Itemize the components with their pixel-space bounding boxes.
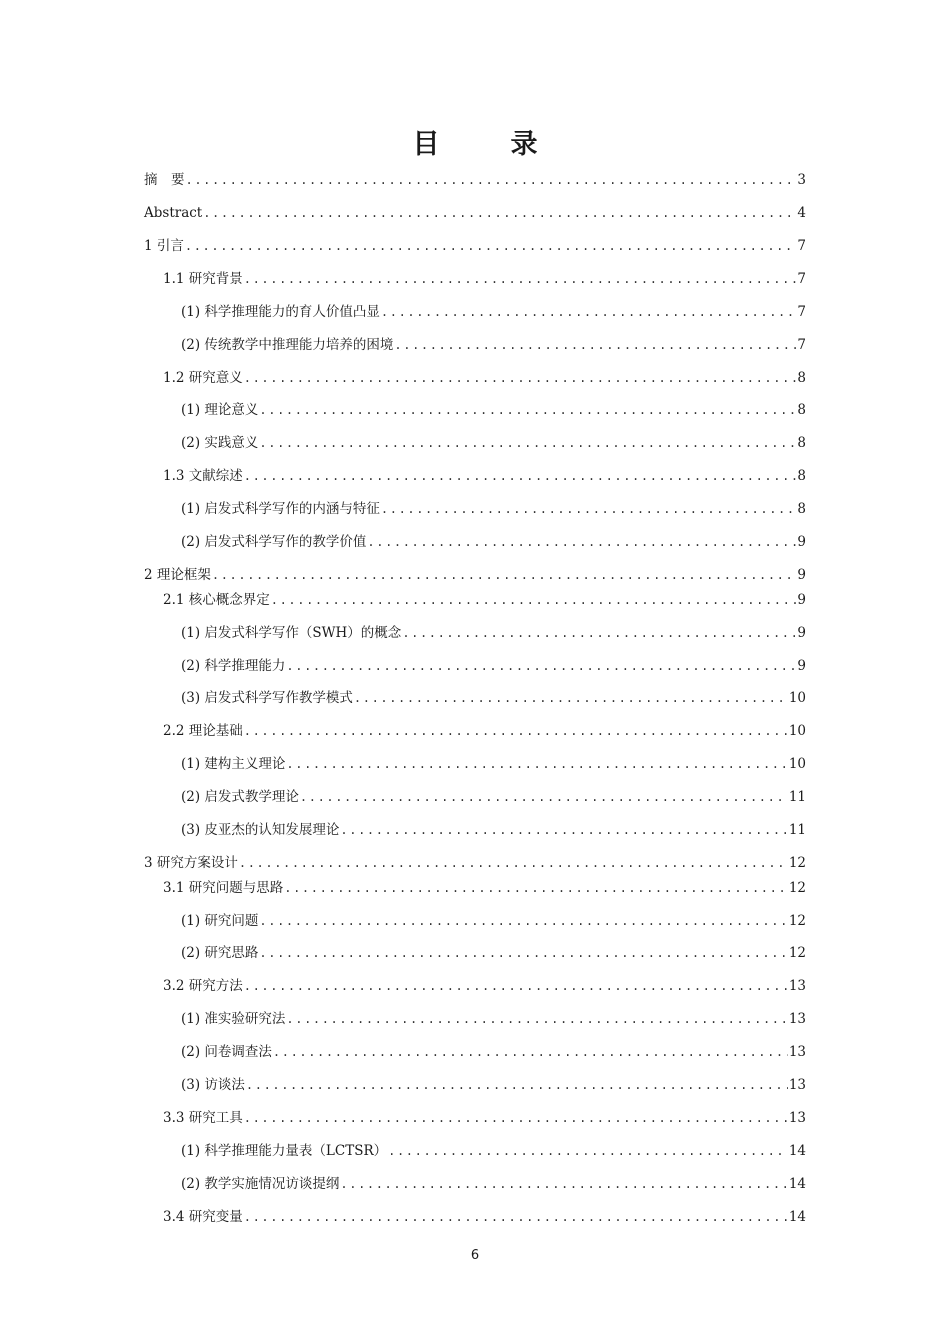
toc-entry-1-3-1[interactable] bbox=[181, 500, 806, 518]
toc-entry-label: (1) 准实验研究法 bbox=[181, 1011, 286, 1027]
toc-entry-page: 9 bbox=[797, 592, 806, 608]
toc-entry-1-1-2[interactable] bbox=[181, 336, 806, 354]
toc-entry-1-1[interactable] bbox=[163, 270, 806, 288]
toc-entry-page: 13 bbox=[788, 1011, 806, 1027]
toc-entry-page: 8 bbox=[797, 468, 806, 484]
leader-dots bbox=[394, 336, 796, 354]
toc-entry-3-2-3[interactable] bbox=[181, 1076, 806, 1094]
toc-entry-label: (2) 科学推理能力 bbox=[181, 658, 286, 674]
toc-entry-page: 12 bbox=[788, 945, 806, 961]
toc-entry-page: 13 bbox=[788, 1044, 806, 1060]
toc-entry-label: (2) 问卷调查法 bbox=[181, 1044, 272, 1060]
toc-entry-3-3[interactable] bbox=[163, 1109, 806, 1127]
toc-entry-page: 9 bbox=[797, 534, 806, 550]
toc-entry-3-1[interactable] bbox=[163, 879, 806, 897]
toc-entry-label: (3) 访谈法 bbox=[181, 1077, 245, 1093]
leader-dots bbox=[284, 879, 788, 897]
toc-entry-page: 7 bbox=[797, 238, 806, 254]
toc-entry-label: (2) 实践意义 bbox=[181, 435, 259, 451]
toc-entry-page: 14 bbox=[788, 1209, 806, 1225]
leader-dots bbox=[244, 369, 797, 387]
toc-entry-abstract[interactable] bbox=[144, 204, 806, 222]
toc-entry-label: (1) 科学推理能力量表（LCTSR） bbox=[181, 1143, 388, 1159]
toc-entry-2-2-2[interactable] bbox=[181, 788, 806, 806]
leader-dots bbox=[381, 303, 796, 321]
toc-entry-page: 10 bbox=[788, 723, 806, 739]
toc-entry-2-1-3[interactable] bbox=[181, 689, 806, 707]
toc-entry-label: (1) 启发式科学写作（SWH）的概念 bbox=[181, 625, 402, 641]
toc-entry-2-1-1[interactable] bbox=[181, 624, 806, 642]
toc-entry-page: 12 bbox=[788, 880, 806, 896]
leader-dots bbox=[259, 434, 796, 452]
toc-entry-page: 7 bbox=[797, 337, 806, 353]
toc-entry-2[interactable] bbox=[144, 566, 806, 584]
toc-entry-label: 2 理论框架 bbox=[144, 567, 211, 583]
leader-dots bbox=[271, 591, 797, 609]
toc-entry-page: 3 bbox=[797, 172, 806, 188]
toc-entry-3-1-2[interactable] bbox=[181, 944, 806, 962]
leader-dots bbox=[259, 944, 787, 962]
leader-dots bbox=[239, 854, 788, 872]
toc-entry-label: 1.1 研究背景 bbox=[163, 271, 243, 287]
toc-entry-3-2-2[interactable] bbox=[181, 1043, 806, 1061]
toc-entry-page: 13 bbox=[788, 1110, 806, 1126]
leader-dots bbox=[259, 912, 787, 930]
toc-entry-page: 12 bbox=[788, 913, 806, 929]
leader-dots bbox=[185, 237, 797, 255]
toc-entry-page: 8 bbox=[797, 435, 806, 451]
leader-dots bbox=[367, 533, 796, 551]
toc-entry-page: 4 bbox=[797, 205, 806, 221]
page-number: 6 bbox=[470, 1248, 480, 1263]
toc-entry-3[interactable] bbox=[144, 854, 806, 872]
toc-entry-label: 摘 要 bbox=[144, 172, 185, 188]
toc-entry-3-1-1[interactable] bbox=[181, 912, 806, 930]
toc-entry-page: 10 bbox=[788, 756, 806, 772]
leader-dots bbox=[273, 1043, 788, 1061]
leader-dots bbox=[203, 204, 796, 222]
leader-dots bbox=[300, 788, 788, 806]
toc-entry-3-4[interactable] bbox=[163, 1208, 806, 1226]
toc-entry-3-2-1[interactable] bbox=[181, 1010, 806, 1028]
toc-entry-1[interactable] bbox=[144, 237, 806, 255]
toc-entry-page: 9 bbox=[797, 658, 806, 674]
toc-entry-2-1-2[interactable] bbox=[181, 657, 806, 675]
toc-entry-label: (1) 理论意义 bbox=[181, 402, 259, 418]
toc-entry-label: 3 研究方案设计 bbox=[144, 855, 238, 871]
leader-dots bbox=[402, 624, 796, 642]
toc-entry-2-2[interactable] bbox=[163, 722, 806, 740]
toc-entry-1-1-1[interactable] bbox=[181, 303, 806, 321]
toc-entry-label: Abstract bbox=[144, 205, 203, 221]
toc-entry-label: 3.3 研究工具 bbox=[163, 1110, 243, 1126]
leader-dots bbox=[244, 467, 797, 485]
toc-entry-3-2[interactable] bbox=[163, 977, 806, 995]
toc-entry-3-3-2[interactable] bbox=[181, 1175, 806, 1193]
toc-entry-page: 11 bbox=[788, 822, 806, 838]
toc-entry-2-1[interactable] bbox=[163, 591, 806, 609]
toc-entry-label: (2) 教学实施情况访谈提纲 bbox=[181, 1176, 340, 1192]
toc-entry-label: (3) 皮亚杰的认知发展理论 bbox=[181, 822, 340, 838]
toc-entry-label: (1) 研究问题 bbox=[181, 913, 259, 929]
leader-dots bbox=[246, 1076, 788, 1094]
toc-entry-abstract-cn[interactable] bbox=[144, 171, 806, 189]
toc-entry-3-3-1[interactable] bbox=[181, 1142, 806, 1160]
toc-entry-label: (1) 科学推理能力的育人价值凸显 bbox=[181, 304, 380, 320]
leader-dots bbox=[388, 1142, 788, 1160]
toc-entry-page: 12 bbox=[788, 855, 806, 871]
toc-entry-label: 2.2 理论基础 bbox=[163, 723, 243, 739]
toc-entry-1-3-2[interactable] bbox=[181, 533, 806, 551]
toc-entry-2-2-3[interactable] bbox=[181, 821, 806, 839]
toc-entry-label: (2) 传统教学中推理能力培养的困境 bbox=[181, 337, 394, 353]
leader-dots bbox=[354, 689, 788, 707]
toc-entry-label: 1.2 研究意义 bbox=[163, 370, 243, 386]
toc-entry-page: 7 bbox=[797, 304, 806, 320]
toc-entry-label: (2) 启发式科学写作的教学价值 bbox=[181, 534, 367, 550]
toc-entry-1-2-2[interactable] bbox=[181, 434, 806, 452]
toc-entry-label: (1) 启发式科学写作的内涵与特征 bbox=[181, 501, 380, 517]
leader-dots bbox=[212, 566, 797, 584]
toc-entry-page: 11 bbox=[788, 789, 806, 805]
leader-dots bbox=[340, 821, 787, 839]
toc-entry-label: 3.4 研究变量 bbox=[163, 1209, 243, 1225]
toc-entry-1-2[interactable] bbox=[163, 369, 806, 387]
toc-title: 目 录 bbox=[412, 129, 560, 160]
leader-dots bbox=[340, 1175, 787, 1193]
toc-entry-label: (2) 启发式教学理论 bbox=[181, 789, 299, 805]
toc-entry-page: 10 bbox=[788, 690, 806, 706]
leader-dots bbox=[286, 657, 796, 675]
leader-dots bbox=[244, 1109, 788, 1127]
leader-dots bbox=[244, 977, 788, 995]
leader-dots bbox=[186, 171, 797, 189]
leader-dots bbox=[286, 755, 787, 773]
leader-dots bbox=[381, 500, 796, 518]
toc-entry-page: 8 bbox=[797, 501, 806, 517]
toc-entry-page: 8 bbox=[797, 402, 806, 418]
toc-entry-2-2-1[interactable] bbox=[181, 755, 806, 773]
leader-dots bbox=[259, 401, 796, 419]
toc-entry-label: 3.2 研究方法 bbox=[163, 978, 243, 994]
toc-entry-page: 14 bbox=[788, 1143, 806, 1159]
toc-entry-label: 2.1 核心概念界定 bbox=[163, 592, 270, 608]
toc-entry-page: 7 bbox=[797, 271, 806, 287]
toc-entry-label: (2) 研究思路 bbox=[181, 945, 259, 961]
toc-entry-page: 9 bbox=[797, 625, 806, 641]
toc-entry-label: (3) 启发式科学写作教学模式 bbox=[181, 690, 353, 706]
toc-entry-1-2-1[interactable] bbox=[181, 401, 806, 419]
toc-entry-1-3[interactable] bbox=[163, 467, 806, 485]
leader-dots bbox=[244, 722, 788, 740]
leader-dots bbox=[286, 1010, 787, 1028]
leader-dots bbox=[244, 1208, 788, 1226]
toc-entry-label: 1 引言 bbox=[144, 238, 184, 254]
toc-entry-label: 3.1 研究问题与思路 bbox=[163, 880, 284, 896]
toc-entry-label: (1) 建构主义理论 bbox=[181, 756, 286, 772]
toc-entry-page: 8 bbox=[797, 370, 806, 386]
toc-entry-label: 1.3 文献综述 bbox=[163, 468, 243, 484]
leader-dots bbox=[244, 270, 797, 288]
toc-entry-page: 9 bbox=[797, 567, 806, 583]
toc-entry-page: 13 bbox=[788, 978, 806, 994]
toc-entry-page: 14 bbox=[788, 1176, 806, 1192]
toc-entry-page: 13 bbox=[788, 1077, 806, 1093]
